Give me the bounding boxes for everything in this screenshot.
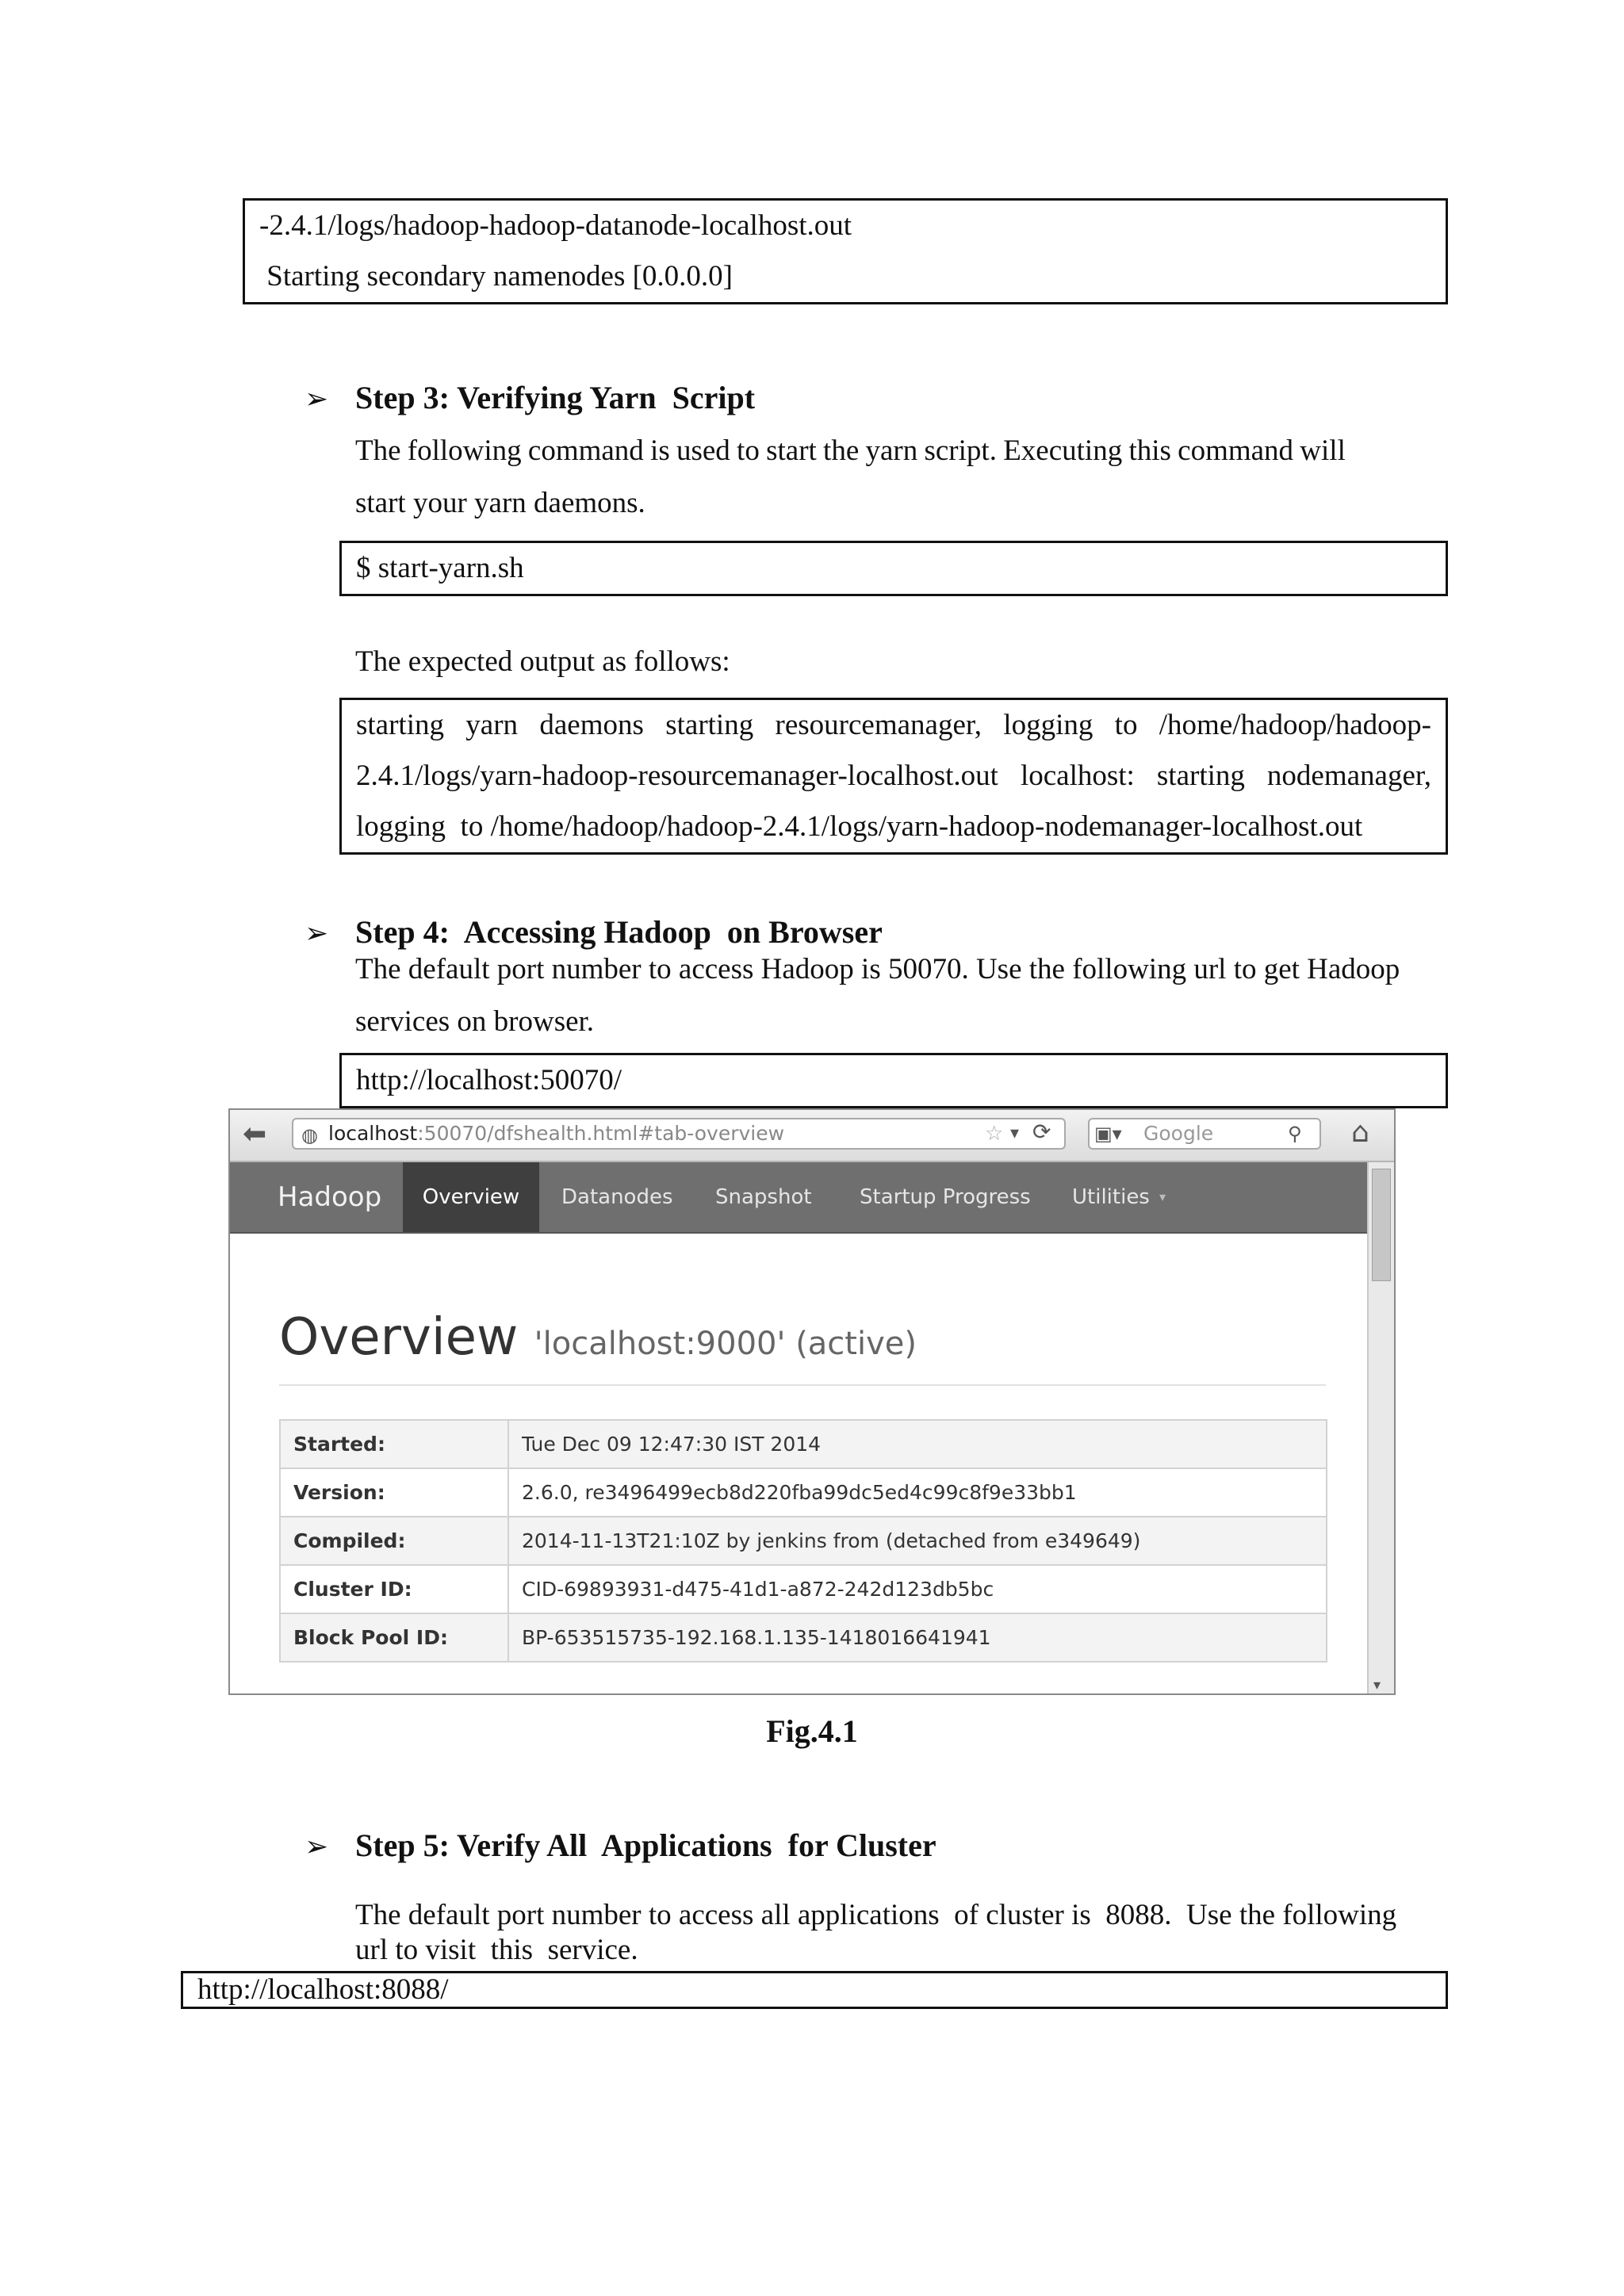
home-icon[interactable]: ⌂ [1351,1116,1369,1149]
arrow-bullet-icon: ➢ [304,383,329,415]
row-value: CID-69893931-d475-41d1-a872-242d123db5bc [508,1565,1327,1613]
search-engine-icon[interactable]: ▣▾ [1094,1123,1122,1145]
row-key: Started: [280,1420,508,1468]
expected-output-label: The expected output as follows: [355,645,730,678]
utilities-caret-icon: ▾ [1159,1189,1166,1204]
step3-heading: ➢ Step 3: Verifying Yarn Script [304,377,755,420]
tab-datanodes[interactable]: Datanodes [561,1185,673,1209]
table-row [280,1613,1327,1662]
paragraph-line: The default port number to access Hadoop is 50070. Use the following url to get Hadoop [355,953,1400,985]
paragraph-line: url to visit this service. [355,1934,638,1966]
step4-paragraph [355,943,1432,1048]
row-value: 2014-11-13T21:10Z by jenkins from (detached from e349649) [508,1517,1327,1565]
hadoop-brand[interactable]: Hadoop [278,1181,382,1213]
scrollbar-thumb[interactable] [1372,1169,1391,1281]
table-row [280,1468,1327,1517]
step5-url-box [181,1971,1448,2009]
row-key: Block Pool ID: [280,1613,508,1662]
overview-title: Overview 'localhost:9000' (active) [279,1308,917,1367]
binoculars-icon[interactable]: ⚲ [1288,1123,1302,1145]
top-output-box [243,198,1448,304]
step3-command-box [339,541,1448,596]
tab-snapshot[interactable]: Snapshot [715,1185,812,1209]
browser-screenshot [228,1108,1396,1695]
url-text: http://localhost:50070/ [356,1064,622,1096]
url-text: http://localhost:8088/ [197,1973,449,2006]
figure-caption: Fig.4.1 [766,1713,858,1749]
command-text: $ start-yarn.sh [356,552,524,584]
arrow-bullet-icon: ➢ [304,917,329,950]
tab-utilities[interactable]: Utilities [1072,1185,1150,1209]
table-row [280,1517,1327,1565]
step4-heading: ➢ Step 4: Accessing Hadoop on Browser [304,912,883,955]
row-key: Compiled: [280,1517,508,1565]
dropdown-arrow-icon[interactable]: ▾ [1010,1123,1020,1143]
row-key: Cluster ID: [280,1565,508,1613]
row-value: Tue Dec 09 12:47:30 IST 2014 [508,1420,1327,1468]
overview-subtitle: 'localhost:9000' (active) [534,1326,917,1362]
row-value: 2.6.0, re3496499ecb8d220fba99dc5ed4c99c8f9e33bb1 [508,1468,1327,1517]
step4-url-box [339,1053,1448,1108]
scroll-down-icon[interactable]: ▾ [1373,1677,1381,1693]
row-value: BP-653515735-192.168.1.135-1418016641941 [508,1613,1327,1662]
row-key: Version: [280,1468,508,1517]
page-scrollbar[interactable] [1367,1162,1394,1693]
bookmark-star-icon[interactable]: ☆ [985,1122,1004,1146]
output-line: 2.4.1/logs/yarn-hadoop-resourcemanager-localhost.out localhost: starting nodemanager, [356,760,1431,792]
globe-icon: ◍ [301,1124,318,1146]
table-row [280,1420,1327,1468]
divider [279,1384,1326,1386]
output-line: -2.4.1/logs/hadoop-hadoop-datanode-localhost.out [259,209,852,242]
paragraph-line: The default port number to access all applications of cluster is 8088. Use the following [355,1899,1397,1931]
address-bar[interactable]: ◍ localhost:50070/dfshealth.html#tab-overview ☆ ▾ ⟳ [292,1118,1066,1150]
step3-paragraph [355,425,1432,530]
back-arrow-icon[interactable]: ⬅ [243,1118,267,1150]
overview-table [279,1419,1327,1663]
tab-overview[interactable]: Overview [403,1162,539,1232]
search-box[interactable]: ▣▾ Google ⚲ [1088,1118,1321,1150]
step5-paragraph [355,1898,1432,1968]
output-line: starting yarn daemons starting resourcemanager, logging to /home/hadoop/hadoop- [356,709,1431,741]
arrow-bullet-icon: ➢ [304,1831,329,1863]
step3-output-box [339,698,1448,855]
table-row [280,1565,1327,1613]
paragraph-line: The following command is used to start the yarn script. Executing this command will [355,434,1346,467]
tab-startup-progress[interactable]: Startup Progress [860,1185,1031,1209]
reload-icon[interactable]: ⟳ [1032,1119,1051,1145]
output-line: Starting secondary namenodes [0.0.0.0] [259,260,733,293]
paragraph-line: services on browser. [355,1005,595,1038]
paragraph-line: start your yarn daemons. [355,487,645,519]
output-line: logging to /home/hadoop/hadoop-2.4.1/logs/yarn-hadoop-nodemanager-localhost.out [356,810,1363,843]
browser-toolbar [230,1110,1394,1162]
hadoop-navbar [230,1162,1369,1234]
step5-heading: ➢ Step 5: Verify All Applications for Cluster [304,1825,936,1868]
